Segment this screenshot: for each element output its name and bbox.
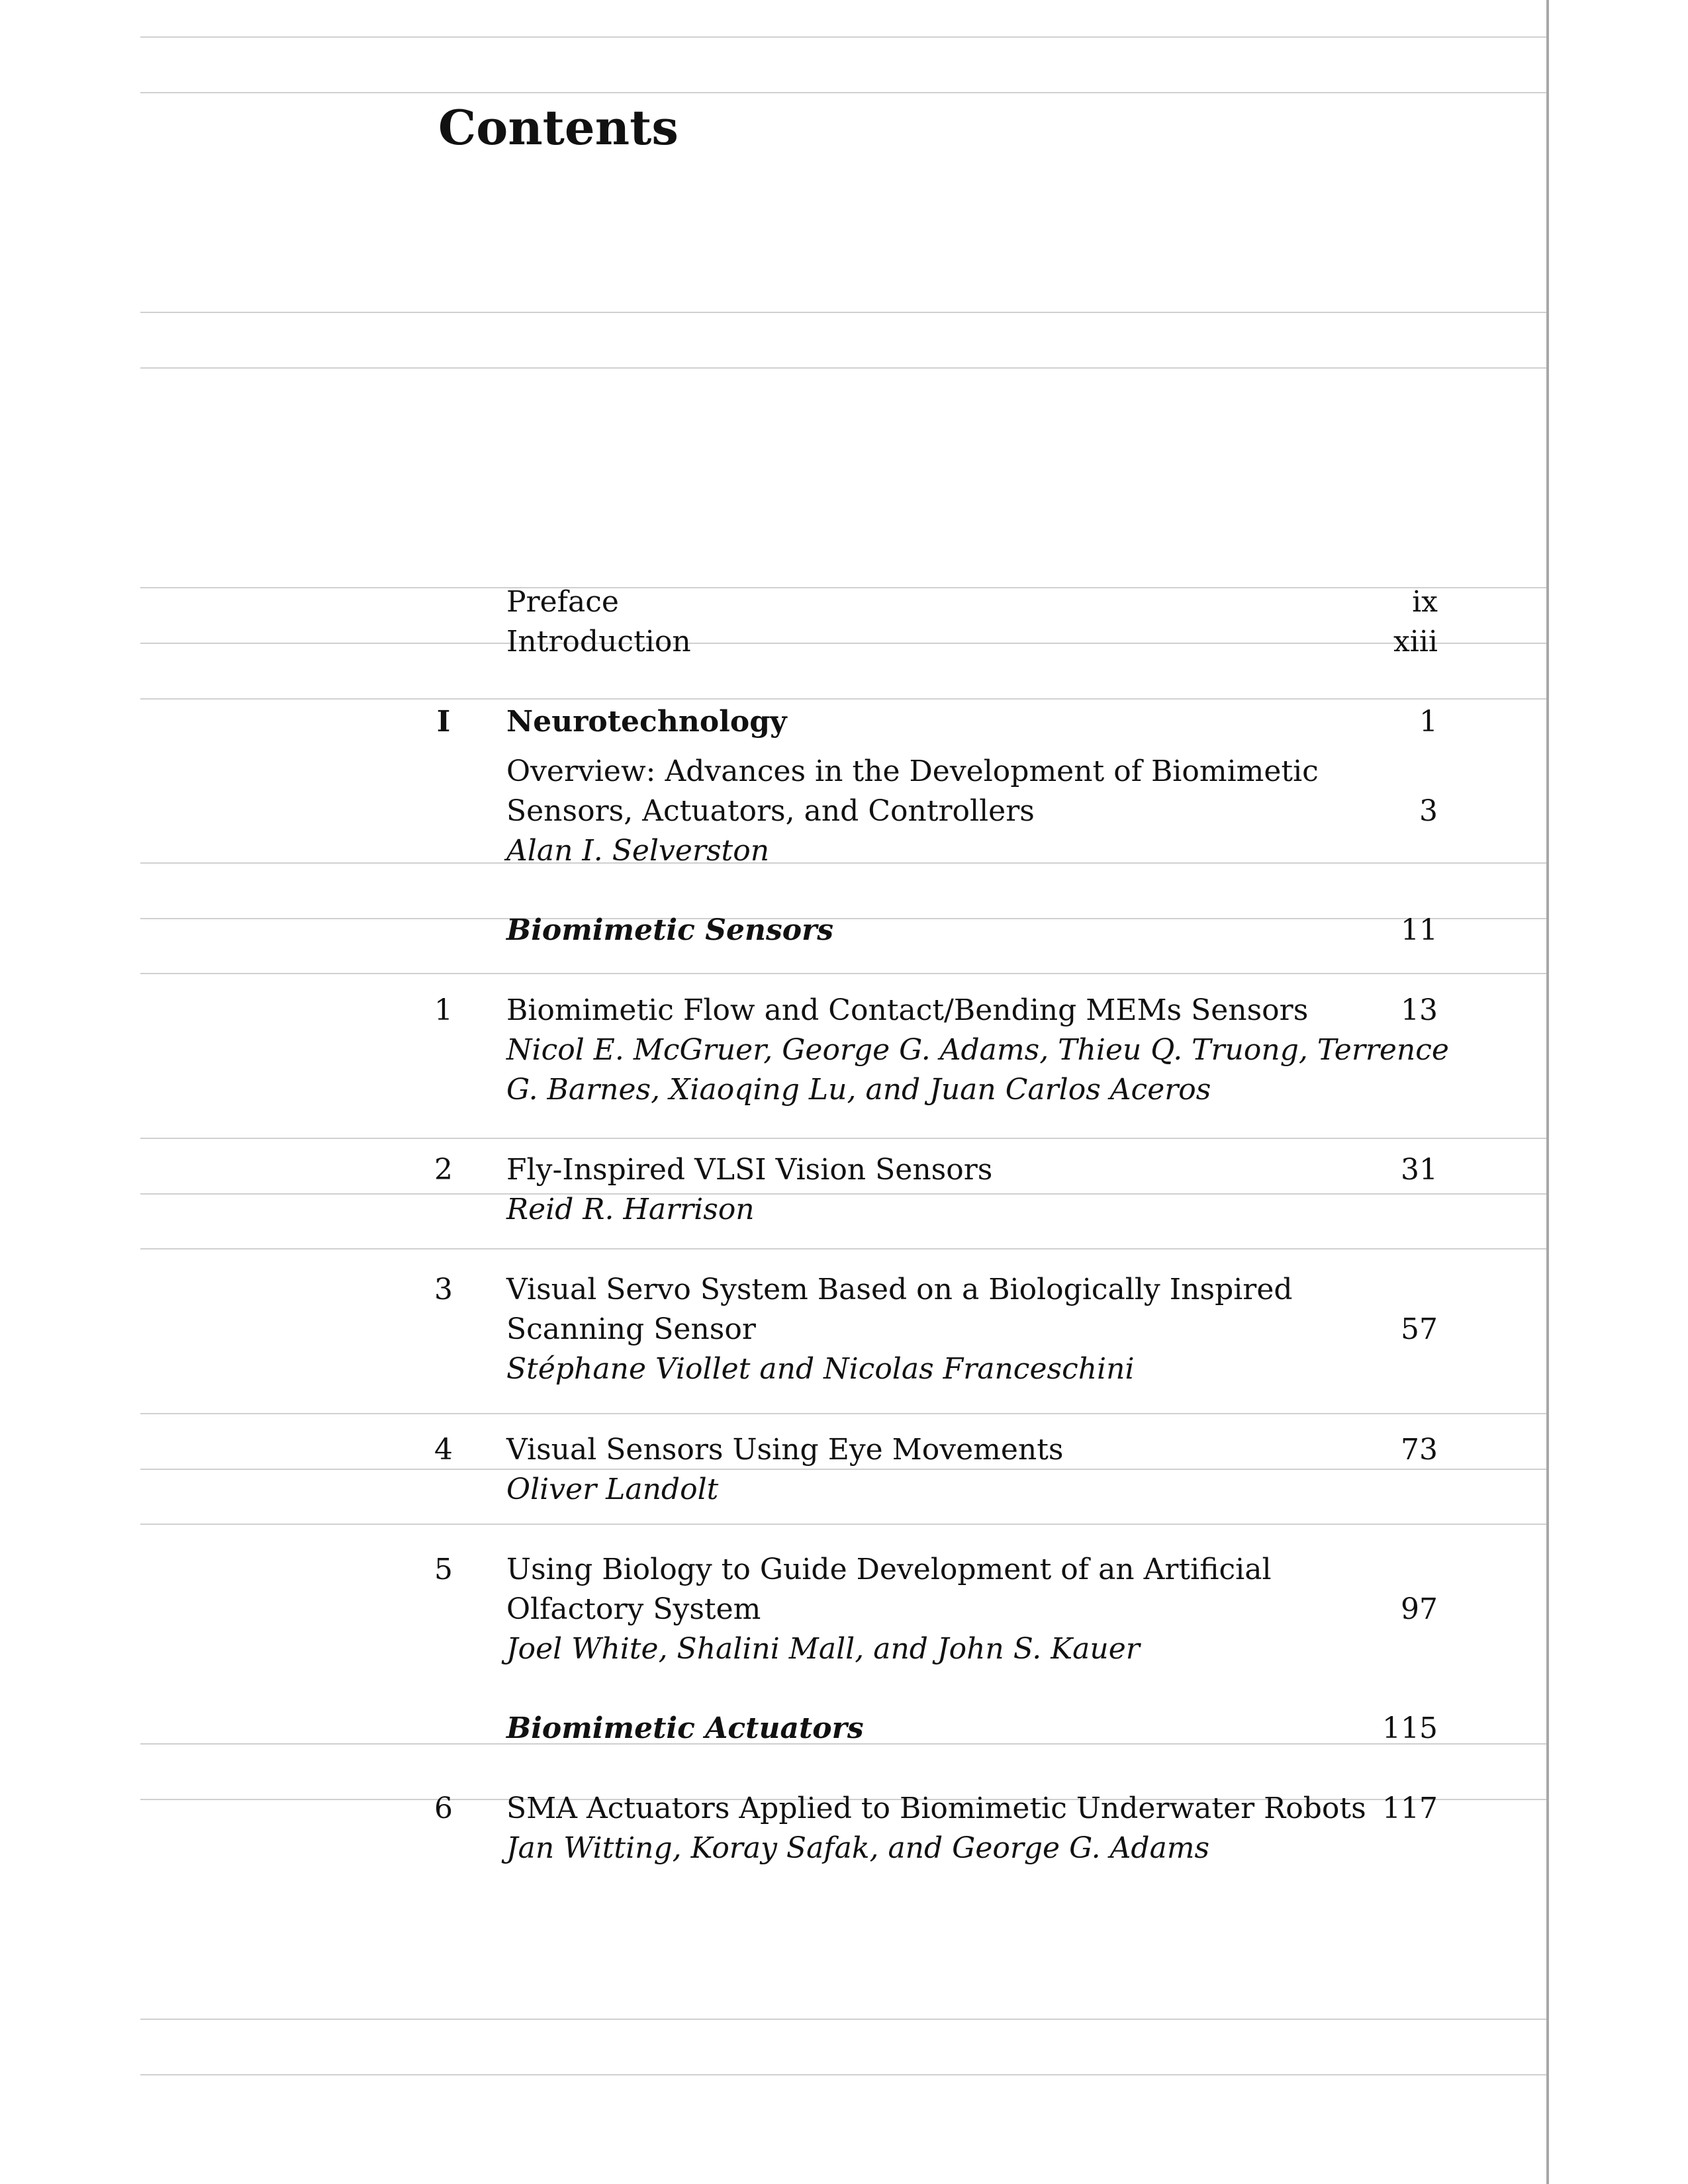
chapter-6-page: 117 <box>1382 1792 1438 1825</box>
chapter-4-number: 4 <box>434 1433 453 1467</box>
preface-page: ix <box>1412 585 1438 619</box>
overview-title-line1: Overview: Advances in the Development of Biomimetic <box>506 754 1319 788</box>
part-numeral: I <box>436 705 451 739</box>
rule <box>140 36 1546 38</box>
chapter-4-title: Visual Sensors Using Eye Movements <box>506 1433 1064 1467</box>
rule <box>140 1138 1546 1139</box>
introduction-title: Introduction <box>506 625 691 659</box>
chapter-5-number: 5 <box>434 1553 453 1586</box>
chapter-2-authors: Reid R. Harrison <box>506 1193 755 1226</box>
chapter-3-page: 57 <box>1401 1312 1438 1346</box>
section-title-actuators: Biomimetic Actuators <box>506 1711 864 1745</box>
chapter-5-authors: Joel White, Shalini Mall, and John S. Kauer <box>506 1632 1140 1666</box>
chapter-1-number: 1 <box>434 993 453 1027</box>
rule <box>140 1248 1546 1250</box>
chapter-4-authors: Oliver Landolt <box>506 1473 719 1506</box>
overview-page: 3 <box>1419 794 1438 828</box>
chapter-2-page: 31 <box>1401 1153 1438 1187</box>
chapter-1-authors-line2: G. Barnes, Xiaoqing Lu, and Juan Carlos Aceros <box>506 1073 1211 1107</box>
rule <box>140 698 1546 700</box>
rule <box>140 312 1546 313</box>
chapter-1-authors-line1: Nicol E. McGruer, George G. Adams, Thieu Q. Truong, Terrence <box>506 1033 1449 1067</box>
page-title: Contents <box>438 99 679 156</box>
chapter-1-page: 13 <box>1401 993 1438 1027</box>
introduction-page: xiii <box>1393 625 1438 659</box>
section-title-sensors: Biomimetic Sensors <box>506 913 834 947</box>
section-page-sensors: 11 <box>1401 913 1438 947</box>
preface-title: Preface <box>506 585 619 619</box>
rule <box>140 973 1546 974</box>
chapter-3-authors: Stéphane Viollet and Nicolas Franceschini <box>506 1352 1135 1386</box>
part-title: Neurotechnology <box>506 705 787 739</box>
chapter-3-number: 3 <box>434 1273 453 1306</box>
chapter-2-title: Fly-Inspired VLSI Vision Sensors <box>506 1153 993 1187</box>
chapter-6-authors: Jan Witting, Koray Safak, and George G. Adams <box>506 1831 1210 1865</box>
rule <box>140 92 1546 93</box>
rule <box>140 367 1546 369</box>
chapter-2-number: 2 <box>434 1153 453 1187</box>
chapter-3-title-line2: Scanning Sensor <box>506 1312 756 1346</box>
overview-title-line2: Sensors, Actuators, and Controllers <box>506 794 1035 828</box>
rule <box>140 862 1546 864</box>
chapter-3-title-line1: Visual Servo System Based on a Biologically Inspired <box>506 1273 1293 1306</box>
overview-author: Alan I. Selverston <box>506 834 770 868</box>
chapter-5-title-line2: Olfactory System <box>506 1592 761 1626</box>
section-page-actuators: 115 <box>1382 1711 1438 1745</box>
chapter-5-page: 97 <box>1401 1592 1438 1626</box>
rule <box>140 1413 1546 1414</box>
rule <box>140 1193 1546 1195</box>
chapter-1-title: Biomimetic Flow and Contact/Bending MEMs Sensors <box>506 993 1309 1027</box>
part-page: 1 <box>1419 705 1438 739</box>
page-edge <box>1546 0 1549 2184</box>
rule <box>140 1524 1546 1525</box>
chapter-6-title: SMA Actuators Applied to Biomimetic Underwater Robots <box>506 1792 1366 1825</box>
chapter-5-title-line1: Using Biology to Guide Development of an Artificial <box>506 1553 1272 1586</box>
chapter-4-page: 73 <box>1401 1433 1438 1467</box>
rule <box>140 2074 1546 2075</box>
rule <box>140 2019 1546 2020</box>
chapter-6-number: 6 <box>434 1792 453 1825</box>
